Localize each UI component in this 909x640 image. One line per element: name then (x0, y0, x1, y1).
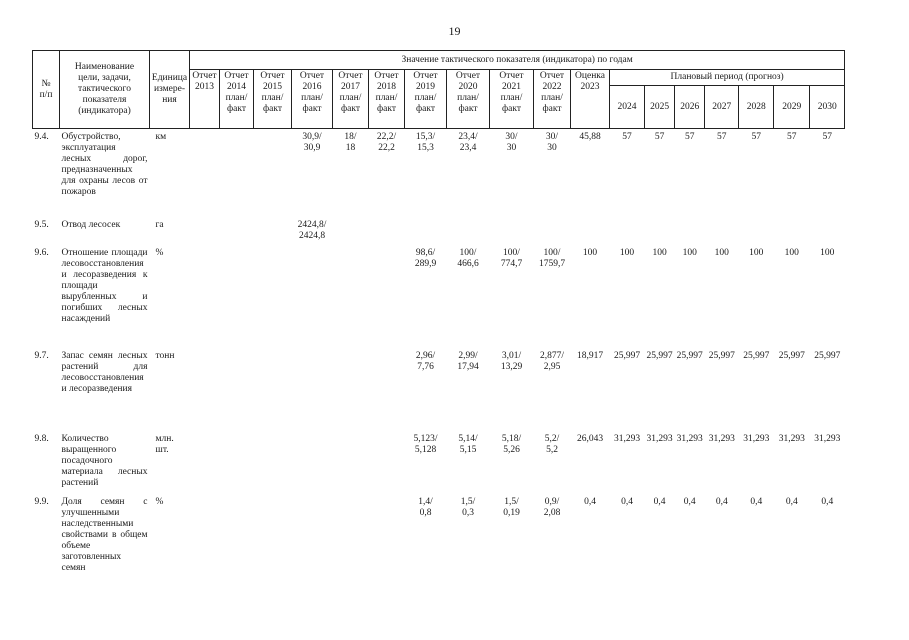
value-cell (369, 348, 405, 431)
row-number: 9.8. (34, 433, 49, 444)
value-cell (254, 431, 292, 494)
forecast-cell (739, 217, 774, 245)
value-cell: 18/ 18 (344, 132, 357, 153)
forecast-cell: 25,997 (676, 350, 703, 361)
forecast-cell (774, 217, 810, 245)
value-cell (369, 431, 405, 494)
value-cell (333, 348, 369, 431)
forecast-cell: 31,293 (778, 433, 805, 444)
forecast-cell: 0,4 (750, 496, 763, 507)
header-year: Отчет 2015 план/ факт (254, 70, 292, 129)
forecast-cell: 57 (787, 132, 797, 142)
indicator-name: Отношение площади лесовосстановления и лесоразведения к площади вырубленных и погибших лесных насаждений (61, 247, 148, 324)
header-forecast-year: 2030 (810, 86, 845, 129)
indicator-name: Отвод лесосек (61, 219, 121, 230)
row-number: 9.9. (34, 496, 49, 507)
value-cell (254, 348, 292, 431)
value-cell: 18,917 (576, 350, 604, 361)
forecast-cell: 100 (682, 247, 697, 258)
row-number: 9.4. (34, 132, 49, 142)
forecast-cell: 57 (622, 132, 632, 142)
header-year: Отчет 2021 план/ факт (490, 70, 534, 129)
value-cell (333, 494, 369, 584)
row-number: 9.5. (34, 219, 49, 230)
indicator-name: Доля семян с улучшенными наследственными свойствами в общем объеме заготовленных семян (61, 496, 148, 573)
value-cell (190, 217, 220, 245)
forecast-cell: 0,4 (715, 496, 728, 507)
value-cell: 2,96/ 7,76 (415, 350, 436, 372)
header-forecast-year: 2027 (705, 86, 739, 129)
forecast-cell: 31,293 (676, 433, 703, 444)
forecast-cell: 57 (684, 132, 695, 142)
value-cell (190, 494, 220, 584)
header-num: № п/п (33, 51, 60, 129)
value-cell (292, 348, 333, 431)
header-year: Отчет 2020 план/ факт (447, 70, 490, 129)
table-row (33, 245, 845, 348)
value-cell (220, 217, 254, 245)
forecast-cell: 57 (822, 132, 832, 142)
value-cell: 1,5/ 0,3 (460, 496, 476, 518)
table-row (33, 494, 845, 584)
value-cell (220, 129, 254, 217)
value-cell: 26,043 (576, 433, 604, 444)
value-cell (333, 245, 369, 348)
value-cell: 5,18/ 5,26 (501, 433, 522, 455)
value-cell (490, 217, 534, 245)
forecast-cell: 31,293 (708, 433, 735, 444)
forecast-cell: 100 (749, 247, 764, 258)
unit-cell: млн. шт. (155, 433, 174, 455)
value-cell: 30/ 30 (545, 132, 559, 153)
value-cell (369, 494, 405, 584)
value-cell: 0,9/ 2,08 (543, 496, 561, 518)
forecast-cell: 31,293 (814, 433, 841, 444)
header-year: Отчет 2016 план/ факт (292, 70, 333, 129)
table-row (33, 129, 845, 217)
value-cell: 5,2/ 5,2 (544, 433, 560, 455)
value-cell: 22,2/ 22,2 (376, 132, 397, 153)
forecast-cell: 25,997 (646, 350, 673, 361)
value-cell: 1,4/ 0,8 (418, 496, 433, 518)
forecast-cell: 25,997 (743, 350, 770, 361)
indicator-name: Обустройство, эксплуатация лесных дорог, предназначенных для охраны лесов от пожаров (61, 132, 148, 197)
value-cell (333, 431, 369, 494)
table-header (33, 51, 845, 129)
header-forecast-year: 2029 (774, 86, 810, 129)
value-cell: 100/ 1759,7 (538, 247, 566, 269)
header-unit: Единица измере- ния (150, 51, 190, 129)
value-cell: 1,5/ 0,19 (503, 496, 520, 518)
unit-cell: % (155, 247, 164, 258)
forecast-cell: 0,4 (653, 496, 666, 507)
forecast-cell: 57 (654, 132, 665, 142)
value-cell (190, 348, 220, 431)
value-cell: 30,9/ 30,9 (302, 132, 322, 153)
forecast-cell: 31,293 (743, 433, 770, 444)
value-cell: 100/ 466,6 (457, 247, 479, 269)
value-cell (254, 245, 292, 348)
forecast-cell: 31,293 (613, 433, 641, 444)
forecast-cell: 31,293 (646, 433, 673, 444)
value-cell (405, 217, 447, 245)
forecast-cell: 25,997 (613, 350, 641, 361)
header-year: Отчет 2022 план/ факт (534, 70, 571, 129)
value-cell (190, 431, 220, 494)
forecast-cell: 25,997 (778, 350, 805, 361)
value-cell (333, 217, 369, 245)
row-number: 9.6. (34, 247, 49, 258)
value-cell: 5,123/ 5,128 (413, 433, 438, 455)
forecast-cell: 100 (820, 247, 835, 258)
forecast-cell (675, 217, 705, 245)
forecast-cell (645, 217, 675, 245)
table-row (33, 348, 845, 431)
value-cell (220, 245, 254, 348)
value-cell (292, 245, 333, 348)
value-cell: 0,4 (584, 496, 596, 507)
table-row (33, 431, 845, 494)
value-cell (220, 431, 254, 494)
value-cell (254, 217, 292, 245)
header-name: Наименование цели, задачи, тактического показателя (индикатора) (60, 51, 150, 129)
header-forecast-year: 2026 (675, 86, 705, 129)
indicator-name: Запас семян лесных растений для лесовосстановления и лесоразведения (61, 350, 148, 394)
forecast-cell: 57 (717, 132, 727, 142)
header-year: Отчет 2017 план/ факт (333, 70, 369, 129)
table-row (33, 217, 845, 245)
table-body (33, 129, 845, 584)
forecast-cell (610, 217, 645, 245)
unit-cell: га (155, 219, 164, 230)
value-cell (190, 129, 220, 217)
value-cell (292, 494, 333, 584)
value-cell: 45,88 (579, 132, 601, 142)
value-cell (571, 217, 610, 245)
indicator-table (32, 50, 845, 584)
header-planning-group: Плановый период (прогноз) (610, 70, 845, 86)
forecast-cell: 100 (784, 247, 799, 258)
header-year: Отчет 2018 план/ факт (369, 70, 405, 129)
value-cell (220, 348, 254, 431)
forecast-cell: 0,4 (683, 496, 696, 507)
value-cell (190, 245, 220, 348)
forecast-cell: 25,997 (814, 350, 841, 361)
header-year: Оценка 2023 (571, 70, 610, 129)
value-cell: 98,6/ 289,9 (414, 247, 437, 269)
value-cell: 23,4/ 23,4 (458, 132, 478, 153)
forecast-cell (705, 217, 739, 245)
value-cell (447, 217, 490, 245)
header-forecast-year: 2028 (739, 86, 774, 129)
page-number: 19 (448, 24, 461, 38)
value-cell: 2,99/ 17,94 (457, 350, 479, 372)
forecast-cell: 100 (652, 247, 667, 258)
forecast-cell (810, 217, 845, 245)
header-year: Отчет 2014 план/ факт (220, 70, 254, 129)
value-cell (220, 494, 254, 584)
value-cell (534, 217, 571, 245)
value-cell: 3,01/ 13,29 (500, 350, 523, 372)
value-cell: 2424,8/ 2424,8 (297, 219, 327, 241)
forecast-cell: 0,4 (621, 496, 633, 507)
value-cell (254, 129, 292, 217)
header-year: Отчет 2019 план/ факт (405, 70, 447, 129)
header-forecast-year: 2025 (645, 86, 675, 129)
forecast-cell: 100 (714, 247, 729, 258)
forecast-cell: 0,4 (821, 496, 834, 507)
unit-cell: % (155, 496, 164, 507)
forecast-cell: 25,997 (708, 350, 735, 361)
value-cell (369, 217, 405, 245)
value-cell: 100 (582, 247, 598, 258)
row-number: 9.7. (34, 350, 49, 361)
unit-cell: км (155, 132, 167, 142)
forecast-cell: 100 (619, 247, 635, 258)
forecast-cell: 0,4 (785, 496, 798, 507)
value-cell (369, 245, 405, 348)
value-cell: 2,877/ 2,95 (539, 350, 564, 372)
value-cell: 5,14/ 5,15 (458, 433, 478, 455)
value-cell (254, 494, 292, 584)
indicator-name: Количество выращенного посадочного материала лесных растений (61, 433, 148, 488)
header-forecast-year: 2024 (610, 86, 645, 129)
value-cell: 100/ 774,7 (500, 247, 523, 269)
value-cell: 15,3/ 15,3 (415, 132, 436, 153)
forecast-cell: 57 (751, 132, 761, 142)
header-year: Отчет 2013 (190, 70, 220, 129)
unit-cell: тонн (155, 350, 175, 361)
value-cell (292, 431, 333, 494)
header-value-group: Значение тактического показателя (индикатора) по годам (190, 51, 845, 70)
value-cell: 30/ 30 (505, 132, 518, 153)
